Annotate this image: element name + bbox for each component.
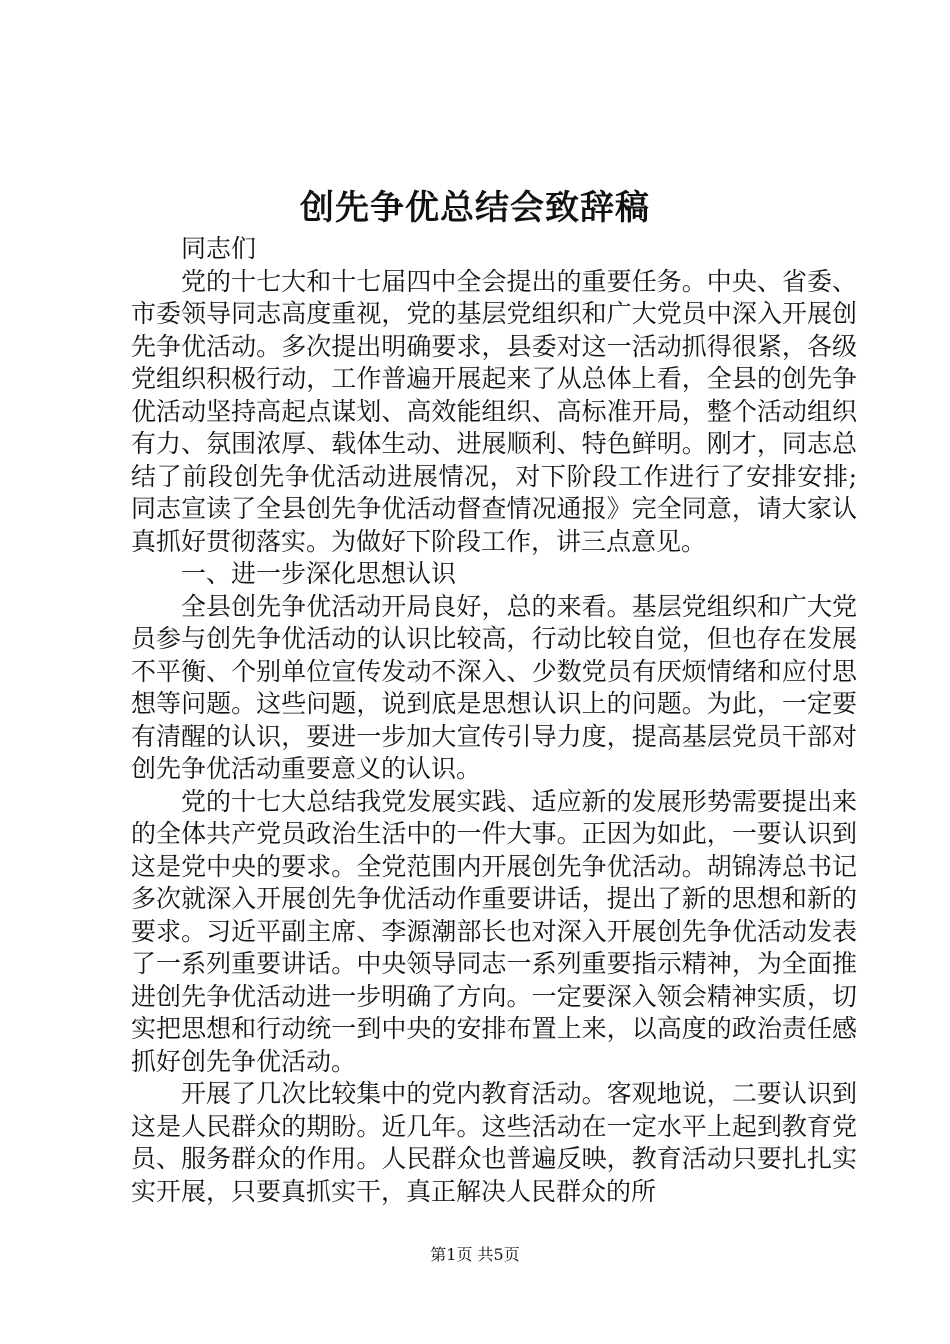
- body-paragraph: 全县创先争优活动开局良好，总的来看。基层党组织和广大党员参与创先争优活动的认识比较高，行动比较自觉，但也存在发展不平衡、个别单位宣传发动不深入、少数党员有厌烦情绪和应付思想等问题。这些问题，说到底是思想认识上的问题。为此，一定要有清醒的认识，要进一步加大宣传引导力度，提高基层党员干部对创先争优活动重要意义的认识。: [131, 591, 857, 783]
- salutation-paragraph: 同志们: [181, 234, 257, 263]
- document-title: 创先争优总结会致辞稿: [300, 188, 650, 228]
- page-footer: 第1页 共5页: [430, 1245, 520, 1264]
- body-paragraph: 党的十七大和十七届四中全会提出的重要任务。中央、省委、市委领导同志高度重视，党的基层党组织和广大党员中深入开展创先争优活动。多次提出明确要求，县委对这一活动抓得很紧，各级党组织积极行动，工作普遍开展起来了从总体上看，全县的创先争优活动坚持高起点谋划、高效能组织、高标准开局，整个活动组织有力、氛围浓厚、载体生动、进展顺利、特色鲜明。刚才，同志总结了前段创先争优活动进展情况，对下阶段工作进行了安排安排;同志宣读了全县创先争优活动督查情况通报》完全同意，请大家认真抓好贯彻落实。为做好下阶段工作，讲三点意见。: [131, 266, 857, 556]
- body-paragraph: 党的十七大总结我党发展实践、适应新的发展形势需要提出来的全体共产党员政治生活中的一件大事。正因为如此，一要认识到这是党中央的要求。全党范围内开展创先争优活动。胡锦涛总书记多次就深入开展创先争优活动作重要讲话，提出了新的思想和新的要求。习近平副主席、李源潮部长也对深入开展创先争优活动发表了一系列重要讲话。中央领导同志一系列重要指示精神，为全面推进创先争优活动进一步明确了方向。一定要深入领会精神实质，切实把思想和行动统一到中央的安排布置上来，以高度的政治责任感抓好创先争优活动。: [131, 786, 857, 1076]
- section-heading: 一、进一步深化思想认识: [181, 559, 457, 588]
- body-paragraph: 开展了几次比较集中的党内教育活动。客观地说，二要认识到这是人民群众的期盼。近几年。这些活动在一定水平上起到教育党员、服务群众的作用。人民群众也普遍反映，教育活动只要扎扎实实开展，只要真抓实干，真正解决人民群众的所: [131, 1079, 857, 1206]
- document-body: [131, 233, 857, 1208]
